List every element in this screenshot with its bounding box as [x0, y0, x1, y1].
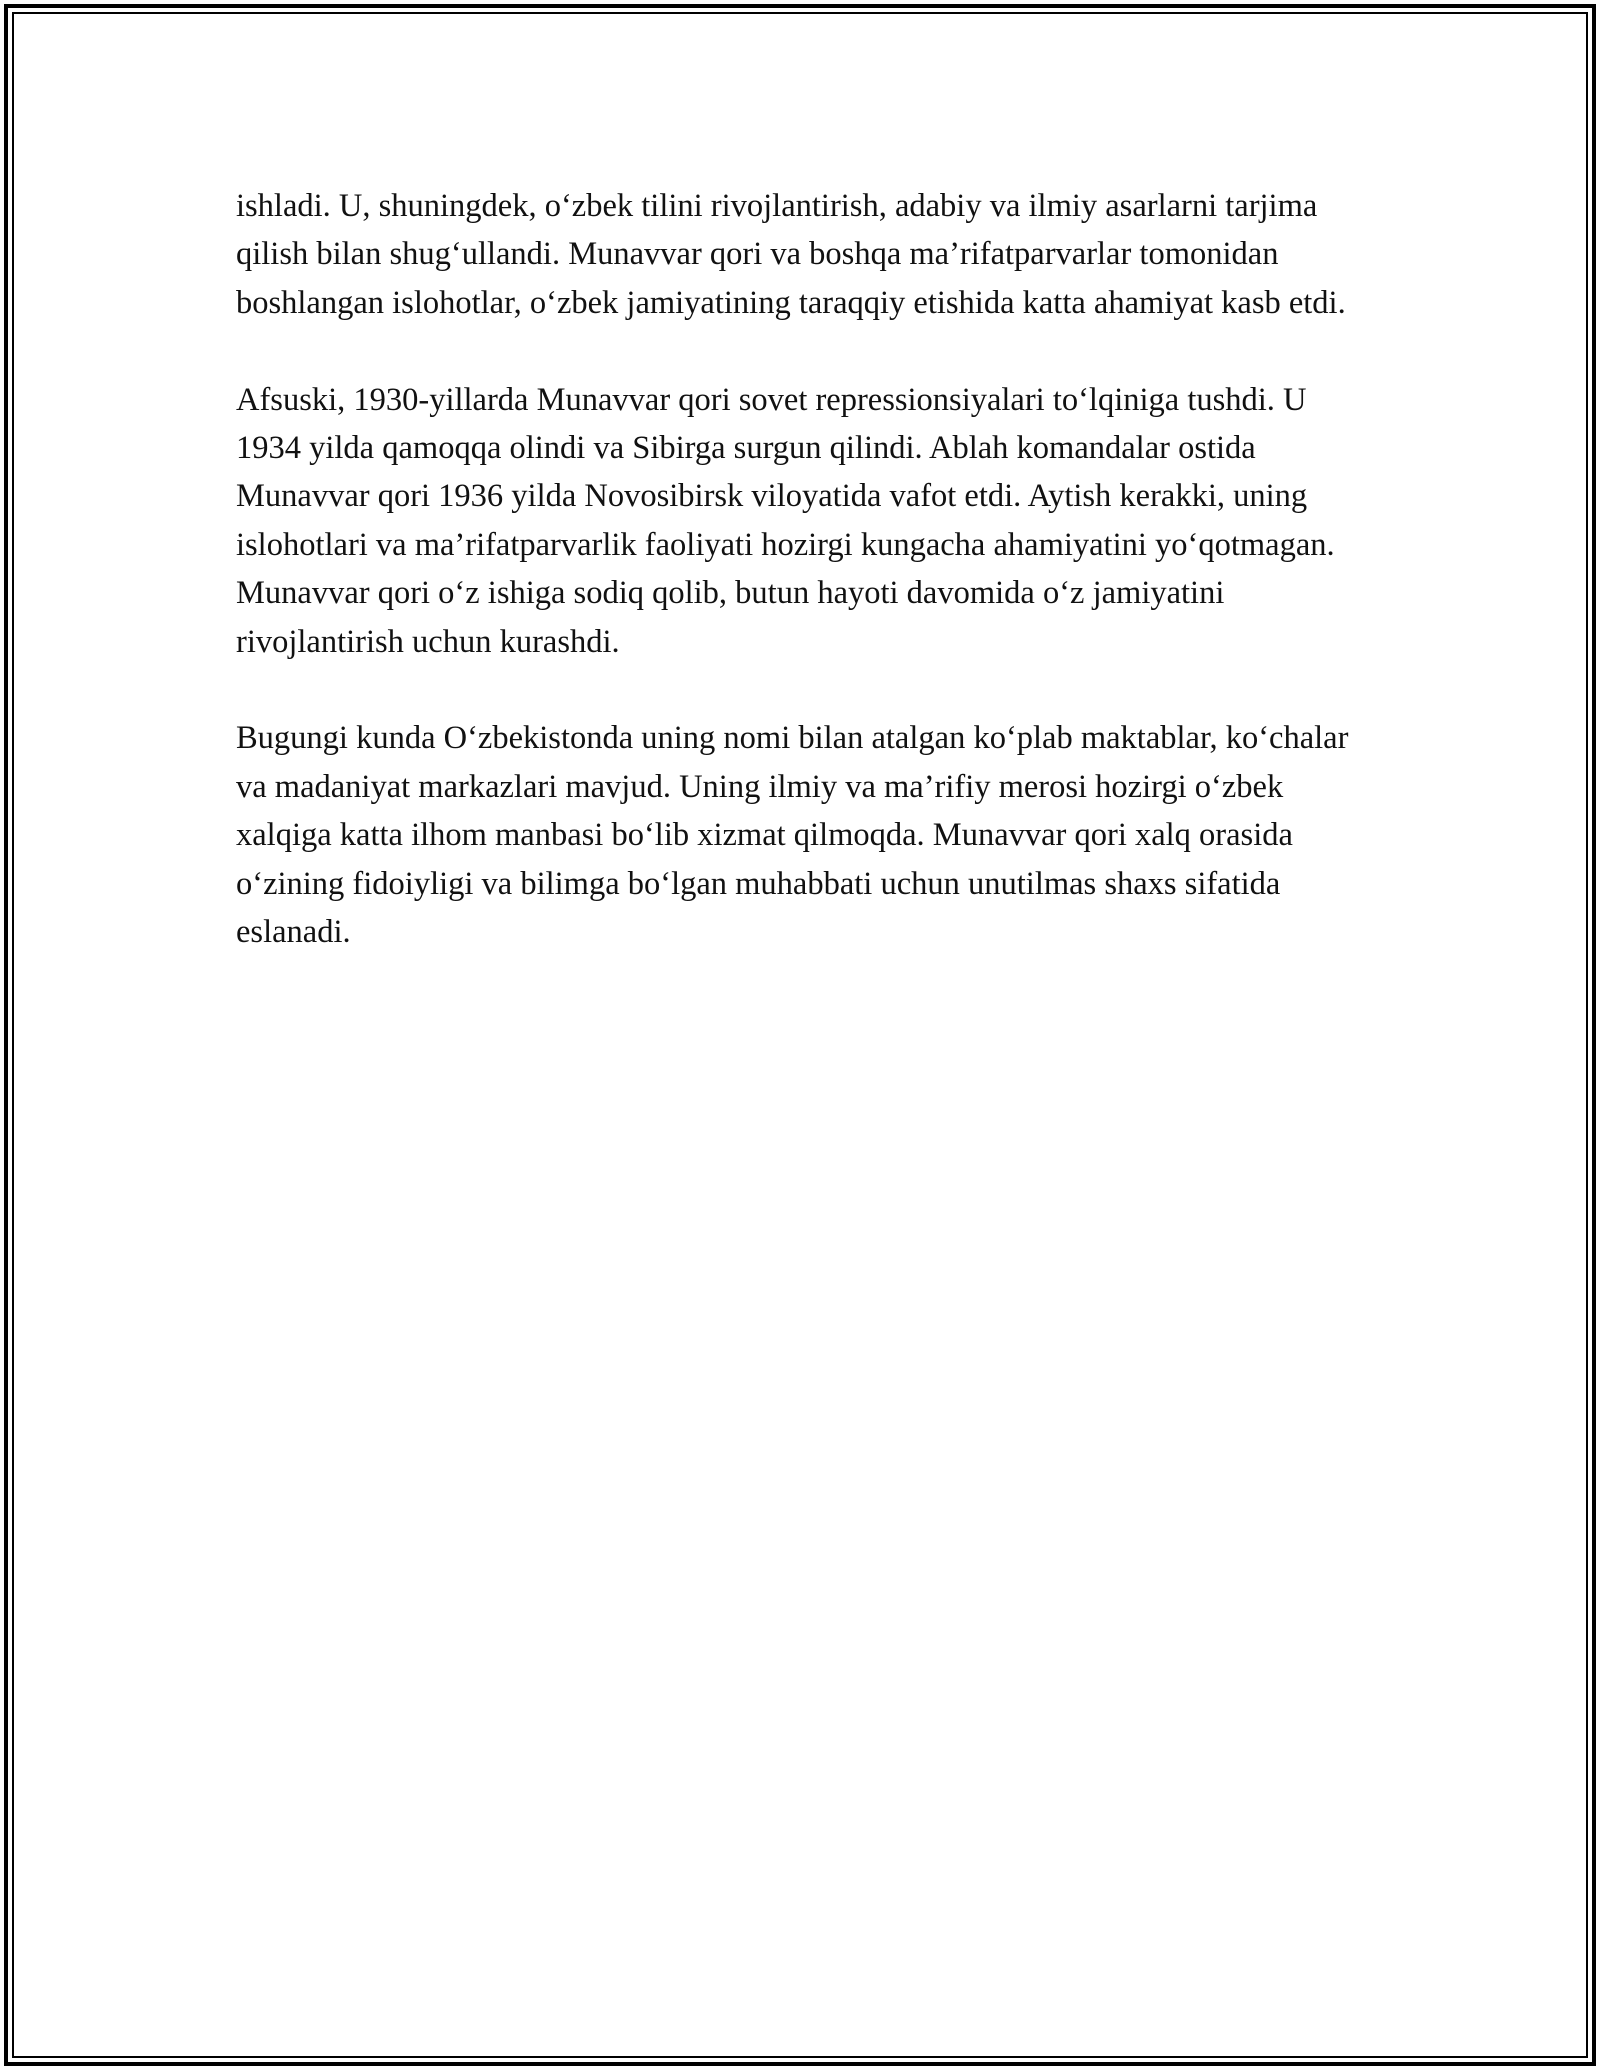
paragraph-2: Afsuski, 1930-yillarda Munavvar qori sovet repressionsiyalari to‘lqiniga tushdi. U 1934 yilda qamoqqa olindi va Sibirga surgun qilindi. Ablah komandalar ostida Munavvar qori 1936 yilda Novosibirsk viloyatida vafot etdi. Aytish kerakki, uning islohotlari va ma’rifatparvarlik faoliyati hozirgi kungacha ahamiyatini yo‘qotmagan. Munavvar qori o‘z ishiga sodiq qolib, butun hayoti davomida o‘z jamiyatini rivojlantirish uchun kurashdi.: [236, 381, 1335, 660]
document-body: [236, 182, 1376, 1005]
paragraph-3: Bugungi kunda O‘zbekistonda uning nomi bilan atalgan ko‘plab maktablar, ko‘chalar va madaniyat markazlari mavjud. Uning ilmiy va ma’rifiy merosi hozirgi o‘zbek xalqiga katta ilhom manbasi bo‘lib xizmat qilmoqda. Munavvar qori xalq orasida o‘zining fidoiyligi va bilimga bo‘lgan muhabbati uchun unutilmas shaxs sifatida eslanadi.: [236, 720, 1349, 951]
paragraph-1: ishladi. U, shuningdek, o‘zbek tilini rivojlantirish, adabiy va ilmiy asarlarni tarjima qilish bilan shug‘ullandi. Munavvar qori va boshqa ma’rifatparvarlar tomonidan boshlangan islohotlar, o‘zbek jamiyatining taraqqiy etishida katta ahamiyat kasb etdi.: [236, 188, 1346, 321]
